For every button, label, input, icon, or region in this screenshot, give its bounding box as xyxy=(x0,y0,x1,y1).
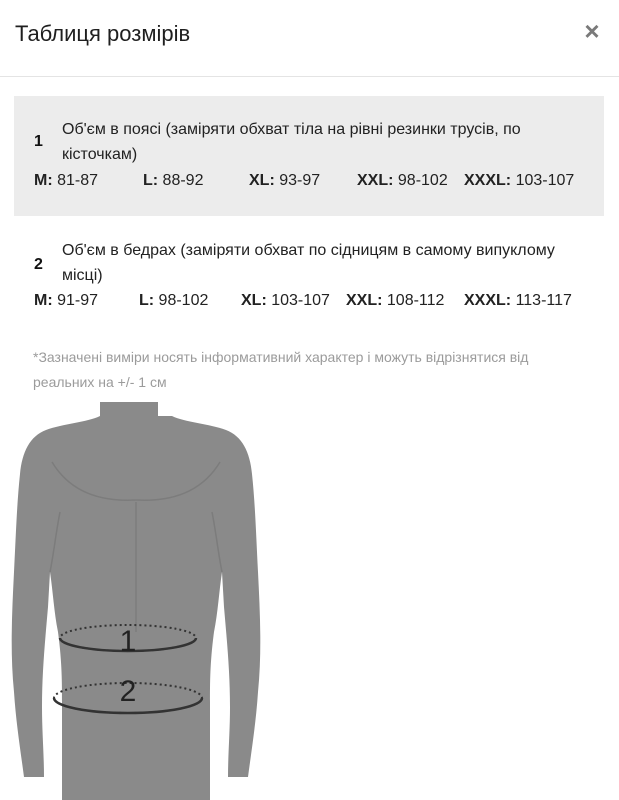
size-xxl xyxy=(357,172,448,190)
close-icon[interactable]: × xyxy=(584,16,600,46)
size-xxxl xyxy=(464,172,574,190)
measurement-waist xyxy=(14,96,604,216)
modal-header xyxy=(0,0,619,77)
size-l xyxy=(143,172,203,190)
size-m xyxy=(34,172,98,190)
size-xl xyxy=(249,172,320,190)
size-row xyxy=(34,172,604,194)
size-value: 98-102 xyxy=(154,292,209,309)
size-m xyxy=(34,292,98,310)
size-value: 91-97 xyxy=(52,292,99,309)
size-xxxl xyxy=(464,292,572,310)
size-value: 103-107 xyxy=(511,172,575,189)
size-value: 88-92 xyxy=(158,172,204,189)
size-value: 93-97 xyxy=(274,172,321,189)
size-label: XXXL: xyxy=(464,292,512,309)
size-value: 81-87 xyxy=(52,172,99,189)
modal-title: Таблиця розмірів xyxy=(15,21,191,46)
size-label: M: xyxy=(34,172,53,189)
size-label: XXXL: xyxy=(464,172,512,189)
size-value: 108-112 xyxy=(382,292,445,309)
measurement-number: 1 xyxy=(34,133,43,150)
size-label: XL: xyxy=(241,292,267,309)
measurement-number: 2 xyxy=(34,256,43,273)
size-value: 113-117 xyxy=(511,292,572,309)
measurement-hips xyxy=(14,230,604,326)
waist-ring-label: 1 xyxy=(119,624,137,658)
size-label: L: xyxy=(143,172,159,189)
size-label: XXL: xyxy=(346,292,383,309)
size-l xyxy=(139,292,208,310)
body-figure-illustration xyxy=(0,402,270,800)
size-value: 103-107 xyxy=(266,292,330,309)
size-label: L: xyxy=(139,292,155,309)
size-xxl xyxy=(346,292,444,310)
hips-ring-label: 2 xyxy=(119,674,137,708)
size-label: XL: xyxy=(249,172,275,189)
measurement-description: Об'єм в поясі (заміряти обхват тіла на рівні резинки трусів, по кісточкам) xyxy=(62,121,521,163)
size-label: XXL: xyxy=(357,172,394,189)
disclaimer-note: *Зазначені виміри носять інформативний характер і можуть відрізнятися від реальних на +/- 1 см xyxy=(33,349,529,390)
size-value: 98-102 xyxy=(393,172,448,189)
size-label: M: xyxy=(34,292,53,309)
size-xl xyxy=(241,292,330,310)
measurement-description: Об'єм в бедрах (заміряти обхват по сідницям в самому випуклому місці) xyxy=(62,242,555,284)
size-row xyxy=(34,292,604,314)
